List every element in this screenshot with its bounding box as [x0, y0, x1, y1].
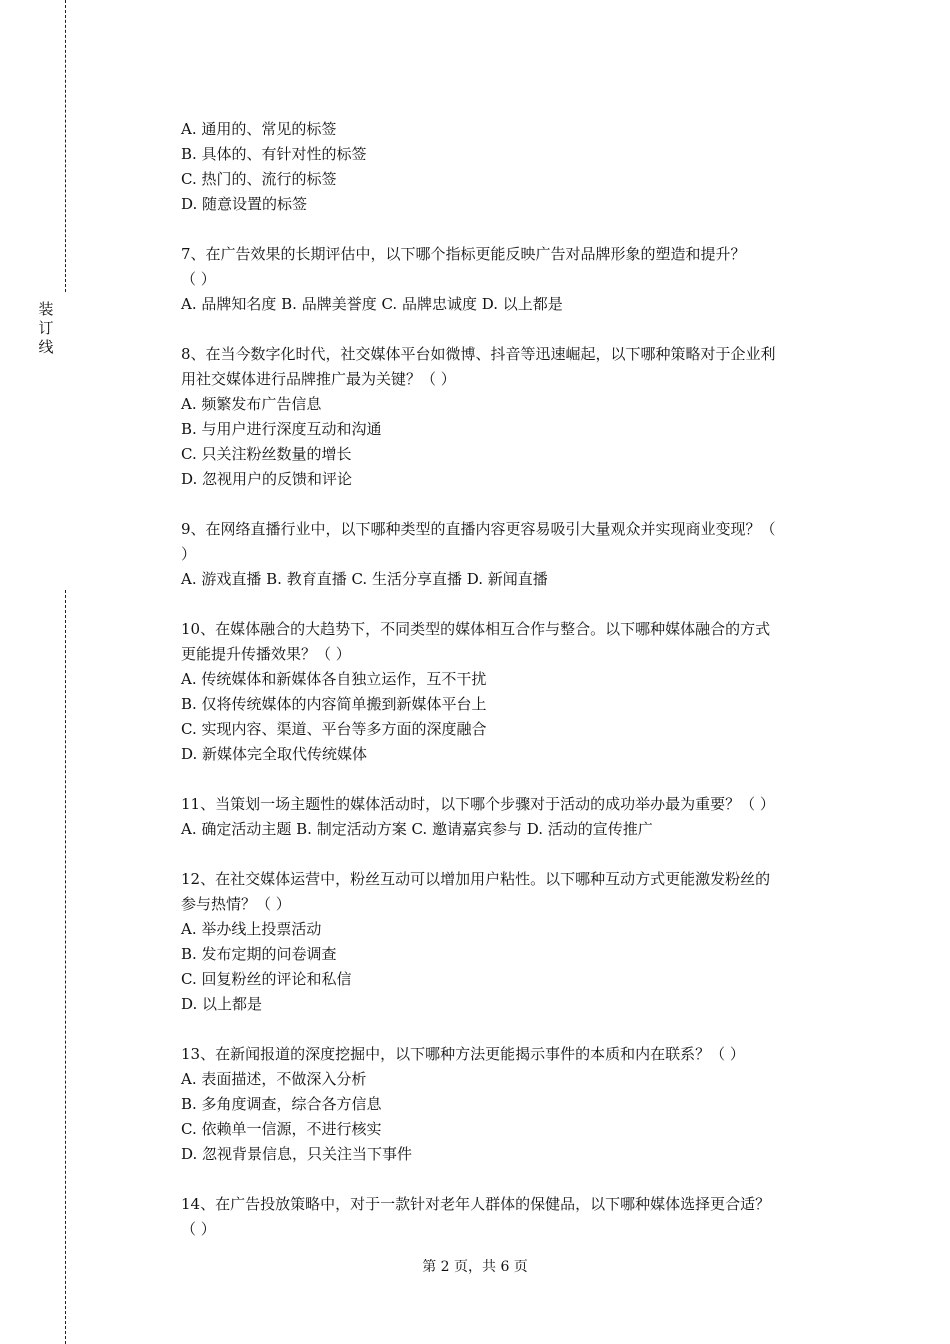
question-text: 9、在网络直播行业中，以下哪种类型的直播内容更容易吸引大量观众并实现商业变现？（ — [181, 520, 776, 538]
option-line: A. 传统媒体和新媒体各自独立运作，互不干扰 — [181, 670, 487, 688]
option-line: C. 实现内容、渠道、平台等多方面的深度融合 — [181, 720, 487, 738]
option-line: A. 确定活动主题 B. 制定活动方案 C. 邀请嘉宾参与 D. 活动的宣传推广 — [181, 820, 653, 838]
question-13 — [181, 1042, 841, 1167]
question-11 — [181, 792, 841, 842]
option-line: A. 通用的、常见的标签 — [181, 120, 337, 138]
question-14 — [181, 1192, 841, 1242]
option-line: B. 与用户进行深度互动和沟通 — [181, 420, 382, 438]
option-line: C. 只关注粉丝数量的增长 — [181, 445, 352, 463]
question-8 — [181, 342, 841, 492]
option-line: A. 游戏直播 B. 教育直播 C. 生活分享直播 D. 新闻直播 — [181, 570, 548, 588]
question-text: 8、在当今数字化时代，社交媒体平台如微博、抖音等迅速崛起，以下哪种策略对于企业利 — [181, 345, 776, 363]
question-text: 更能提升传播效果？（ ） — [181, 645, 351, 663]
question-text: 用社交媒体进行品牌推广最为关键？（ ） — [181, 370, 456, 388]
binding-dashed-line-bottom — [65, 590, 66, 1344]
question-text: 参与热情？（ ） — [181, 895, 291, 913]
question-7 — [181, 242, 841, 317]
binding-label-char: 装 — [38, 300, 54, 318]
option-line: A. 表面描述，不做深入分析 — [181, 1070, 367, 1088]
option-line: C. 热门的、流行的标签 — [181, 170, 337, 188]
continued-options-block — [181, 117, 841, 217]
question-content — [181, 117, 841, 1267]
option-line: A. 品牌知名度 B. 品牌美誉度 C. 品牌忠诚度 D. 以上都是 — [181, 295, 563, 313]
option-line: C. 依赖单一信源，不进行核实 — [181, 1120, 382, 1138]
binding-label-char: 订 — [38, 319, 54, 337]
question-text: 11、当策划一场主题性的媒体活动时，以下哪个步骤对于活动的成功举办最为重要？（ ） — [181, 795, 775, 813]
option-line: B. 仅将传统媒体的内容简单搬到新媒体平台上 — [181, 695, 487, 713]
question-text: 7、在广告效果的长期评估中，以下哪个指标更能反映广告对品牌形象的塑造和提升？ — [181, 245, 746, 263]
option-line: C. 回复粉丝的评论和私信 — [181, 970, 352, 988]
question-text: ） — [181, 545, 197, 563]
question-text: 10、在媒体融合的大趋势下，不同类型的媒体相互合作与整合。以下哪种媒体融合的方式 — [181, 620, 771, 638]
question-text: 13、在新闻报道的深度挖掘中，以下哪种方法更能揭示事件的本质和内在联系？（ ） — [181, 1045, 745, 1063]
question-text: 14、在广告投放策略中，对于一款针对老年人群体的保健品，以下哪种媒体选择更合适？ — [181, 1195, 771, 1213]
option-line: B. 发布定期的问卷调查 — [181, 945, 337, 963]
question-text: （ ） — [181, 1220, 216, 1238]
option-line: D. 随意设置的标签 — [181, 195, 308, 213]
question-text: 12、在社交媒体运营中，粉丝互动可以增加用户粘性。以下哪种互动方式更能激发粉丝的 — [181, 870, 771, 888]
option-line: A. 举办线上投票活动 — [181, 920, 322, 938]
binding-line-label — [34, 300, 58, 357]
binding-label-char: 线 — [38, 338, 54, 356]
option-line: D. 忽视背景信息，只关注当下事件 — [181, 1145, 413, 1163]
option-line: B. 具体的、有针对性的标签 — [181, 145, 367, 163]
binding-dashed-line-top — [65, 0, 66, 292]
option-line: B. 多角度调查，综合各方信息 — [181, 1095, 382, 1113]
option-line: D. 以上都是 — [181, 995, 263, 1013]
option-line: D. 忽视用户的反馈和评论 — [181, 470, 353, 488]
option-line: A. 频繁发布广告信息 — [181, 395, 322, 413]
option-line: D. 新媒体完全取代传统媒体 — [181, 745, 368, 763]
page-number-footer: 第 2 页，共 6 页 — [422, 1259, 528, 1275]
question-12 — [181, 867, 841, 1017]
question-9 — [181, 517, 841, 592]
question-10 — [181, 617, 841, 767]
question-text: （ ） — [181, 270, 216, 288]
